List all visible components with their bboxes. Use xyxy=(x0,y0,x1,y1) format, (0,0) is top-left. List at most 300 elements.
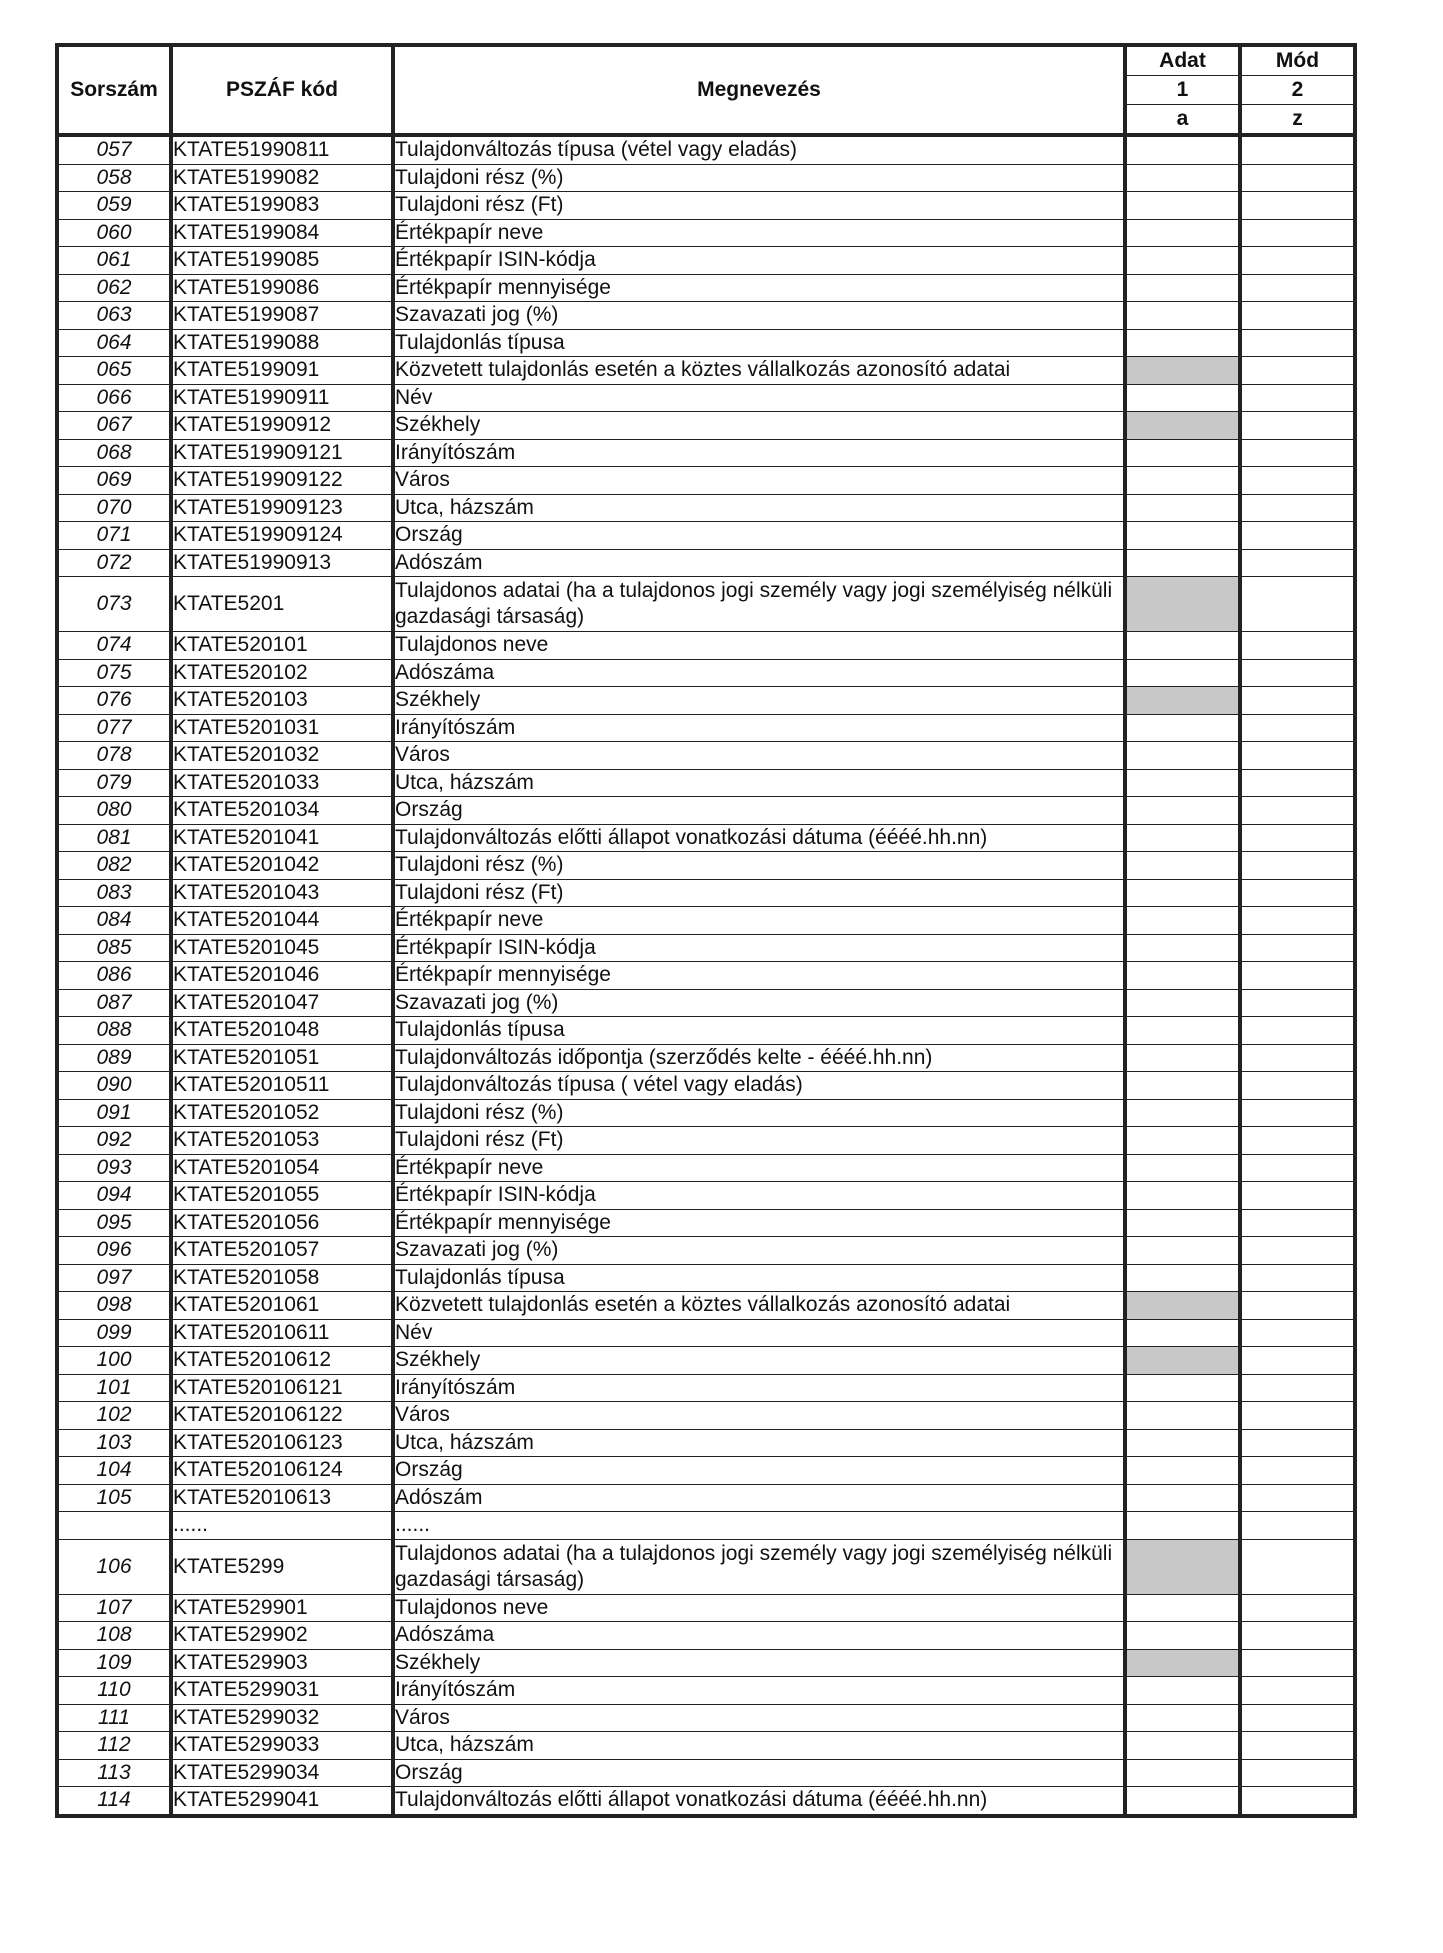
row-megnevezes: Utca, házszám xyxy=(393,494,1125,522)
table-row xyxy=(57,659,1355,687)
row-sorszam: 083 xyxy=(57,879,171,907)
row-megnevezes: Tulajdoni rész (Ft) xyxy=(393,879,1125,907)
row-mod-cell xyxy=(1240,1594,1355,1622)
row-pszaf-kod: KTATE529903 xyxy=(171,1649,393,1677)
row-megnevezes: Értékpapír mennyisége xyxy=(393,1209,1125,1237)
row-pszaf-kod: KTATE5201041 xyxy=(171,824,393,852)
row-pszaf-kod: KTATE5299031 xyxy=(171,1677,393,1705)
col-header-megnevezes: Megnevezés xyxy=(393,45,1125,135)
row-adat-cell xyxy=(1125,467,1240,495)
row-megnevezes: Közvetett tulajdonlás esetén a köztes vállalkozás azonosító adatai xyxy=(393,1292,1125,1320)
row-sorszam: 070 xyxy=(57,494,171,522)
row-mod-cell xyxy=(1240,1264,1355,1292)
row-pszaf-kod: KTATE51990911 xyxy=(171,384,393,412)
row-sorszam: 073 xyxy=(57,577,171,632)
row-adat-cell xyxy=(1125,1347,1240,1375)
table-row xyxy=(57,247,1355,275)
row-adat-cell xyxy=(1125,135,1240,164)
row-mod-cell xyxy=(1240,1759,1355,1787)
row-sorszam: 108 xyxy=(57,1622,171,1650)
row-adat-cell xyxy=(1125,714,1240,742)
row-sorszam: 091 xyxy=(57,1099,171,1127)
table-row xyxy=(57,1072,1355,1100)
row-sorszam: 085 xyxy=(57,934,171,962)
row-adat-cell xyxy=(1125,989,1240,1017)
table-row xyxy=(57,329,1355,357)
table-row xyxy=(57,357,1355,385)
row-megnevezes: Város xyxy=(393,1704,1125,1732)
row-adat-cell xyxy=(1125,1429,1240,1457)
row-adat-cell xyxy=(1125,164,1240,192)
row-sorszam: 095 xyxy=(57,1209,171,1237)
row-pszaf-kod: KTATE5201033 xyxy=(171,769,393,797)
row-pszaf-kod: KTATE5201051 xyxy=(171,1044,393,1072)
row-megnevezes: Ország xyxy=(393,522,1125,550)
row-megnevezes: Értékpapír neve xyxy=(393,1154,1125,1182)
table-row xyxy=(57,742,1355,770)
row-mod-cell xyxy=(1240,439,1355,467)
row-sorszam: 114 xyxy=(57,1787,171,1816)
table-row xyxy=(57,577,1355,632)
row-sorszam: 098 xyxy=(57,1292,171,1320)
row-sorszam: 111 xyxy=(57,1704,171,1732)
row-adat-cell xyxy=(1125,687,1240,715)
row-sorszam: 106 xyxy=(57,1539,171,1594)
row-megnevezes: Adószáma xyxy=(393,1622,1125,1650)
row-megnevezes: Tulajdonos adatai (ha a tulajdonos jogi személy vagy jogi személyiség nélküli gazdasági társaság) xyxy=(393,577,1125,632)
row-megnevezes: Város xyxy=(393,1402,1125,1430)
row-mod-cell xyxy=(1240,1017,1355,1045)
table-row xyxy=(57,1292,1355,1320)
table-row xyxy=(57,1099,1355,1127)
row-sorszam: 066 xyxy=(57,384,171,412)
row-megnevezes: Értékpapír ISIN-kódja xyxy=(393,247,1125,275)
table-row xyxy=(57,1154,1355,1182)
row-adat-cell xyxy=(1125,1649,1240,1677)
table-row xyxy=(57,522,1355,550)
row-adat-cell xyxy=(1125,247,1240,275)
row-adat-cell xyxy=(1125,494,1240,522)
row-sorszam: 064 xyxy=(57,329,171,357)
table-row xyxy=(57,1732,1355,1760)
row-pszaf-kod: KTATE52010611 xyxy=(171,1319,393,1347)
row-sorszam: 104 xyxy=(57,1457,171,1485)
row-adat-cell xyxy=(1125,302,1240,330)
row-mod-cell xyxy=(1240,797,1355,825)
row-adat-cell xyxy=(1125,522,1240,550)
row-sorszam: 068 xyxy=(57,439,171,467)
row-megnevezes: Tulajdonos neve xyxy=(393,632,1125,660)
row-pszaf-kod: KTATE51990912 xyxy=(171,412,393,440)
table-row xyxy=(57,1429,1355,1457)
table-row xyxy=(57,1044,1355,1072)
row-pszaf-kod: KTATE52010612 xyxy=(171,1347,393,1375)
row-sorszam xyxy=(57,1512,171,1540)
row-megnevezes: Értékpapír mennyisége xyxy=(393,962,1125,990)
row-mod-cell xyxy=(1240,714,1355,742)
row-mod-cell xyxy=(1240,989,1355,1017)
row-pszaf-kod: KTATE5201048 xyxy=(171,1017,393,1045)
table-row xyxy=(57,1594,1355,1622)
table-row xyxy=(57,1264,1355,1292)
row-adat-cell xyxy=(1125,659,1240,687)
row-pszaf-kod: KTATE5299034 xyxy=(171,1759,393,1787)
row-pszaf-kod: KTATE5201053 xyxy=(171,1127,393,1155)
col-header-sorszam: Sorszám xyxy=(57,45,171,135)
row-mod-cell xyxy=(1240,742,1355,770)
row-adat-cell xyxy=(1125,1209,1240,1237)
row-pszaf-kod: KTATE52010613 xyxy=(171,1484,393,1512)
table-row xyxy=(57,1704,1355,1732)
row-pszaf-kod: KTATE5299041 xyxy=(171,1787,393,1816)
row-mod-cell xyxy=(1240,1072,1355,1100)
row-pszaf-kod: KTATE5201052 xyxy=(171,1099,393,1127)
table-row xyxy=(57,1319,1355,1347)
row-adat-cell xyxy=(1125,907,1240,935)
col-header-adat-letter: a xyxy=(1125,105,1240,136)
row-megnevezes: Város xyxy=(393,467,1125,495)
row-adat-cell xyxy=(1125,1457,1240,1485)
row-adat-cell xyxy=(1125,439,1240,467)
row-megnevezes: Értékpapír mennyisége xyxy=(393,274,1125,302)
row-megnevezes: Tulajdonváltozás előtti állapot vonatkozási dátuma (éééé.hh.nn) xyxy=(393,1787,1125,1816)
row-mod-cell xyxy=(1240,1402,1355,1430)
table-row xyxy=(57,412,1355,440)
row-pszaf-kod: KTATE520101 xyxy=(171,632,393,660)
row-megnevezes: Tulajdoni rész (%) xyxy=(393,164,1125,192)
row-megnevezes: Utca, házszám xyxy=(393,1429,1125,1457)
row-adat-cell xyxy=(1125,1512,1240,1540)
row-megnevezes: Szavazati jog (%) xyxy=(393,1237,1125,1265)
row-megnevezes: Tulajdonlás típusa xyxy=(393,1264,1125,1292)
row-mod-cell xyxy=(1240,302,1355,330)
table-row xyxy=(57,962,1355,990)
row-adat-cell xyxy=(1125,632,1240,660)
row-sorszam: 096 xyxy=(57,1237,171,1265)
row-mod-cell xyxy=(1240,1319,1355,1347)
row-mod-cell xyxy=(1240,1457,1355,1485)
row-sorszam: 099 xyxy=(57,1319,171,1347)
row-sorszam: 088 xyxy=(57,1017,171,1045)
row-adat-cell xyxy=(1125,1787,1240,1816)
row-adat-cell xyxy=(1125,357,1240,385)
row-mod-cell xyxy=(1240,1154,1355,1182)
row-pszaf-kod: KTATE5201061 xyxy=(171,1292,393,1320)
row-sorszam: 097 xyxy=(57,1264,171,1292)
row-pszaf-kod: KTATE5201 xyxy=(171,577,393,632)
row-sorszam: 076 xyxy=(57,687,171,715)
row-pszaf-kod: KTATE5299 xyxy=(171,1539,393,1594)
row-sorszam: 058 xyxy=(57,164,171,192)
row-sorszam: 067 xyxy=(57,412,171,440)
row-pszaf-kod: KTATE5201044 xyxy=(171,907,393,935)
row-adat-cell xyxy=(1125,577,1240,632)
row-mod-cell xyxy=(1240,962,1355,990)
row-megnevezes: Értékpapír neve xyxy=(393,907,1125,935)
table-row xyxy=(57,632,1355,660)
row-pszaf-kod: KTATE520106122 xyxy=(171,1402,393,1430)
row-pszaf-kod: KTATE52010511 xyxy=(171,1072,393,1100)
row-pszaf-kod: KTATE520103 xyxy=(171,687,393,715)
row-pszaf-kod: KTATE5201042 xyxy=(171,852,393,880)
data-table xyxy=(55,43,1357,1818)
row-megnevezes: Név xyxy=(393,1319,1125,1347)
row-adat-cell xyxy=(1125,1484,1240,1512)
table-row xyxy=(57,934,1355,962)
row-sorszam: 065 xyxy=(57,357,171,385)
row-adat-cell xyxy=(1125,1759,1240,1787)
table-row xyxy=(57,989,1355,1017)
table-row xyxy=(57,439,1355,467)
row-sorszam: 071 xyxy=(57,522,171,550)
table-row xyxy=(57,687,1355,715)
table-row xyxy=(57,1347,1355,1375)
table-row xyxy=(57,1017,1355,1045)
row-pszaf-kod: KTATE5201057 xyxy=(171,1237,393,1265)
row-sorszam: 110 xyxy=(57,1677,171,1705)
row-mod-cell xyxy=(1240,1182,1355,1210)
table-row xyxy=(57,1127,1355,1155)
row-megnevezes: Tulajdonos adatai (ha a tulajdonos jogi személy vagy jogi személyiség nélküli gazdasági társaság) xyxy=(393,1539,1125,1594)
row-adat-cell xyxy=(1125,824,1240,852)
row-adat-cell xyxy=(1125,1622,1240,1650)
row-pszaf-kod: KTATE5201032 xyxy=(171,742,393,770)
table-row xyxy=(57,192,1355,220)
row-adat-cell xyxy=(1125,192,1240,220)
table-body xyxy=(57,135,1355,1816)
row-megnevezes: Tulajdoni rész (%) xyxy=(393,1099,1125,1127)
row-sorszam: 090 xyxy=(57,1072,171,1100)
row-adat-cell xyxy=(1125,1677,1240,1705)
row-megnevezes: Tulajdonváltozás típusa ( vétel vagy eladás) xyxy=(393,1072,1125,1100)
row-sorszam: 061 xyxy=(57,247,171,275)
row-adat-cell xyxy=(1125,769,1240,797)
row-adat-cell xyxy=(1125,1044,1240,1072)
row-mod-cell xyxy=(1240,135,1355,164)
row-adat-cell xyxy=(1125,412,1240,440)
row-sorszam: 089 xyxy=(57,1044,171,1072)
row-adat-cell xyxy=(1125,384,1240,412)
row-adat-cell xyxy=(1125,329,1240,357)
row-mod-cell xyxy=(1240,577,1355,632)
row-sorszam: 102 xyxy=(57,1402,171,1430)
row-adat-cell xyxy=(1125,1292,1240,1320)
row-mod-cell xyxy=(1240,769,1355,797)
row-adat-cell xyxy=(1125,1704,1240,1732)
table-row xyxy=(57,494,1355,522)
row-pszaf-kod: KTATE5199084 xyxy=(171,219,393,247)
row-megnevezes: Székhely xyxy=(393,412,1125,440)
col-header-mod-letter: z xyxy=(1240,105,1355,136)
row-sorszam: 084 xyxy=(57,907,171,935)
row-megnevezes: ...... xyxy=(393,1512,1125,1540)
row-sorszam: 069 xyxy=(57,467,171,495)
row-pszaf-kod: KTATE5201043 xyxy=(171,879,393,907)
row-mod-cell xyxy=(1240,852,1355,880)
row-sorszam: 101 xyxy=(57,1374,171,1402)
row-mod-cell xyxy=(1240,192,1355,220)
row-adat-cell xyxy=(1125,549,1240,577)
row-adat-cell xyxy=(1125,879,1240,907)
row-pszaf-kod: KTATE5199086 xyxy=(171,274,393,302)
row-mod-cell xyxy=(1240,357,1355,385)
row-megnevezes: Értékpapír ISIN-kódja xyxy=(393,934,1125,962)
row-sorszam: 107 xyxy=(57,1594,171,1622)
row-sorszam: 092 xyxy=(57,1127,171,1155)
row-pszaf-kod: KTATE5199087 xyxy=(171,302,393,330)
row-mod-cell xyxy=(1240,494,1355,522)
row-megnevezes: Adószám xyxy=(393,1484,1125,1512)
row-pszaf-kod: KTATE5299033 xyxy=(171,1732,393,1760)
row-adat-cell xyxy=(1125,1402,1240,1430)
row-adat-cell xyxy=(1125,852,1240,880)
row-sorszam: 072 xyxy=(57,549,171,577)
table-row xyxy=(57,302,1355,330)
row-adat-cell xyxy=(1125,962,1240,990)
row-pszaf-kod: KTATE5201045 xyxy=(171,934,393,962)
row-megnevezes: Tulajdonlás típusa xyxy=(393,1017,1125,1045)
row-sorszam: 062 xyxy=(57,274,171,302)
row-megnevezes: Irányítószám xyxy=(393,1374,1125,1402)
row-sorszam: 082 xyxy=(57,852,171,880)
row-adat-cell xyxy=(1125,1154,1240,1182)
row-pszaf-kod: KTATE529901 xyxy=(171,1594,393,1622)
col-header-adat-number: 1 xyxy=(1125,76,1240,105)
row-adat-cell xyxy=(1125,1732,1240,1760)
row-mod-cell xyxy=(1240,1622,1355,1650)
table-row xyxy=(57,467,1355,495)
row-pszaf-kod: KTATE5199091 xyxy=(171,357,393,385)
row-megnevezes: Irányítószám xyxy=(393,439,1125,467)
row-pszaf-kod: ...... xyxy=(171,1512,393,1540)
row-mod-cell xyxy=(1240,1429,1355,1457)
row-mod-cell xyxy=(1240,1347,1355,1375)
row-sorszam: 079 xyxy=(57,769,171,797)
row-megnevezes: Székhely xyxy=(393,1649,1125,1677)
row-pszaf-kod: KTATE520106121 xyxy=(171,1374,393,1402)
table-row xyxy=(57,1677,1355,1705)
table-row xyxy=(57,907,1355,935)
row-adat-cell xyxy=(1125,1099,1240,1127)
row-megnevezes: Közvetett tulajdonlás esetén a köztes vállalkozás azonosító adatai xyxy=(393,357,1125,385)
col-header-adat: Adat xyxy=(1125,45,1240,76)
row-megnevezes: Szavazati jog (%) xyxy=(393,302,1125,330)
row-sorszam: 086 xyxy=(57,962,171,990)
row-adat-cell xyxy=(1125,1237,1240,1265)
row-megnevezes: Tulajdonváltozás típusa (vétel vagy eladás) xyxy=(393,135,1125,164)
table-row xyxy=(57,769,1355,797)
table-row xyxy=(57,1649,1355,1677)
row-mod-cell xyxy=(1240,632,1355,660)
row-mod-cell xyxy=(1240,934,1355,962)
row-pszaf-kod: KTATE520102 xyxy=(171,659,393,687)
row-megnevezes: Adószáma xyxy=(393,659,1125,687)
row-megnevezes: Irányítószám xyxy=(393,1677,1125,1705)
row-mod-cell xyxy=(1240,1484,1355,1512)
table-row xyxy=(57,274,1355,302)
row-pszaf-kod: KTATE5201055 xyxy=(171,1182,393,1210)
row-mod-cell xyxy=(1240,1237,1355,1265)
table-row xyxy=(57,164,1355,192)
row-pszaf-kod: KTATE5201034 xyxy=(171,797,393,825)
row-mod-cell xyxy=(1240,907,1355,935)
row-pszaf-kod: KTATE519909123 xyxy=(171,494,393,522)
row-mod-cell xyxy=(1240,412,1355,440)
row-adat-cell xyxy=(1125,1072,1240,1100)
row-mod-cell xyxy=(1240,274,1355,302)
row-adat-cell xyxy=(1125,1182,1240,1210)
row-mod-cell xyxy=(1240,1512,1355,1540)
row-adat-cell xyxy=(1125,934,1240,962)
row-sorszam: 093 xyxy=(57,1154,171,1182)
table-row xyxy=(57,1402,1355,1430)
row-sorszam: 078 xyxy=(57,742,171,770)
row-pszaf-kod: KTATE5199083 xyxy=(171,192,393,220)
table-row xyxy=(57,1512,1355,1540)
row-adat-cell xyxy=(1125,1017,1240,1045)
table-row xyxy=(57,219,1355,247)
row-mod-cell xyxy=(1240,164,1355,192)
row-megnevezes: Tulajdonlás típusa xyxy=(393,329,1125,357)
row-adat-cell xyxy=(1125,1319,1240,1347)
row-mod-cell xyxy=(1240,329,1355,357)
row-pszaf-kod: KTATE5199088 xyxy=(171,329,393,357)
row-mod-cell xyxy=(1240,879,1355,907)
row-mod-cell xyxy=(1240,219,1355,247)
row-sorszam: 074 xyxy=(57,632,171,660)
row-megnevezes: Értékpapír ISIN-kódja xyxy=(393,1182,1125,1210)
row-sorszam: 059 xyxy=(57,192,171,220)
row-sorszam: 080 xyxy=(57,797,171,825)
row-sorszam: 057 xyxy=(57,135,171,164)
row-pszaf-kod: KTATE5199082 xyxy=(171,164,393,192)
row-megnevezes: Név xyxy=(393,384,1125,412)
table-row xyxy=(57,1237,1355,1265)
row-megnevezes: Tulajdonos neve xyxy=(393,1594,1125,1622)
row-pszaf-kod: KTATE520106124 xyxy=(171,1457,393,1485)
row-megnevezes: Ország xyxy=(393,797,1125,825)
table-row xyxy=(57,1209,1355,1237)
table-row xyxy=(57,852,1355,880)
row-megnevezes: Tulajdonváltozás előtti állapot vonatkozási dátuma (éééé.hh.nn) xyxy=(393,824,1125,852)
table-row xyxy=(57,714,1355,742)
table-row xyxy=(57,824,1355,852)
row-mod-cell xyxy=(1240,1099,1355,1127)
row-megnevezes: Adószám xyxy=(393,549,1125,577)
table-row xyxy=(57,1182,1355,1210)
col-header-mod-number: 2 xyxy=(1240,76,1355,105)
col-header-mod: Mód xyxy=(1240,45,1355,76)
row-megnevezes: Város xyxy=(393,742,1125,770)
row-adat-cell xyxy=(1125,274,1240,302)
row-sorszam: 087 xyxy=(57,989,171,1017)
row-pszaf-kod: KTATE5201031 xyxy=(171,714,393,742)
row-sorszam: 103 xyxy=(57,1429,171,1457)
row-pszaf-kod: KTATE529902 xyxy=(171,1622,393,1650)
row-mod-cell xyxy=(1240,824,1355,852)
row-pszaf-kod: KTATE5201058 xyxy=(171,1264,393,1292)
col-header-pszaf-kod: PSZÁF kód xyxy=(171,45,393,135)
row-pszaf-kod: KTATE51990811 xyxy=(171,135,393,164)
table-row xyxy=(57,1457,1355,1485)
row-mod-cell xyxy=(1240,659,1355,687)
row-adat-cell xyxy=(1125,1374,1240,1402)
row-mod-cell xyxy=(1240,1127,1355,1155)
row-mod-cell xyxy=(1240,522,1355,550)
row-mod-cell xyxy=(1240,549,1355,577)
row-mod-cell xyxy=(1240,687,1355,715)
row-pszaf-kod: KTATE519909124 xyxy=(171,522,393,550)
